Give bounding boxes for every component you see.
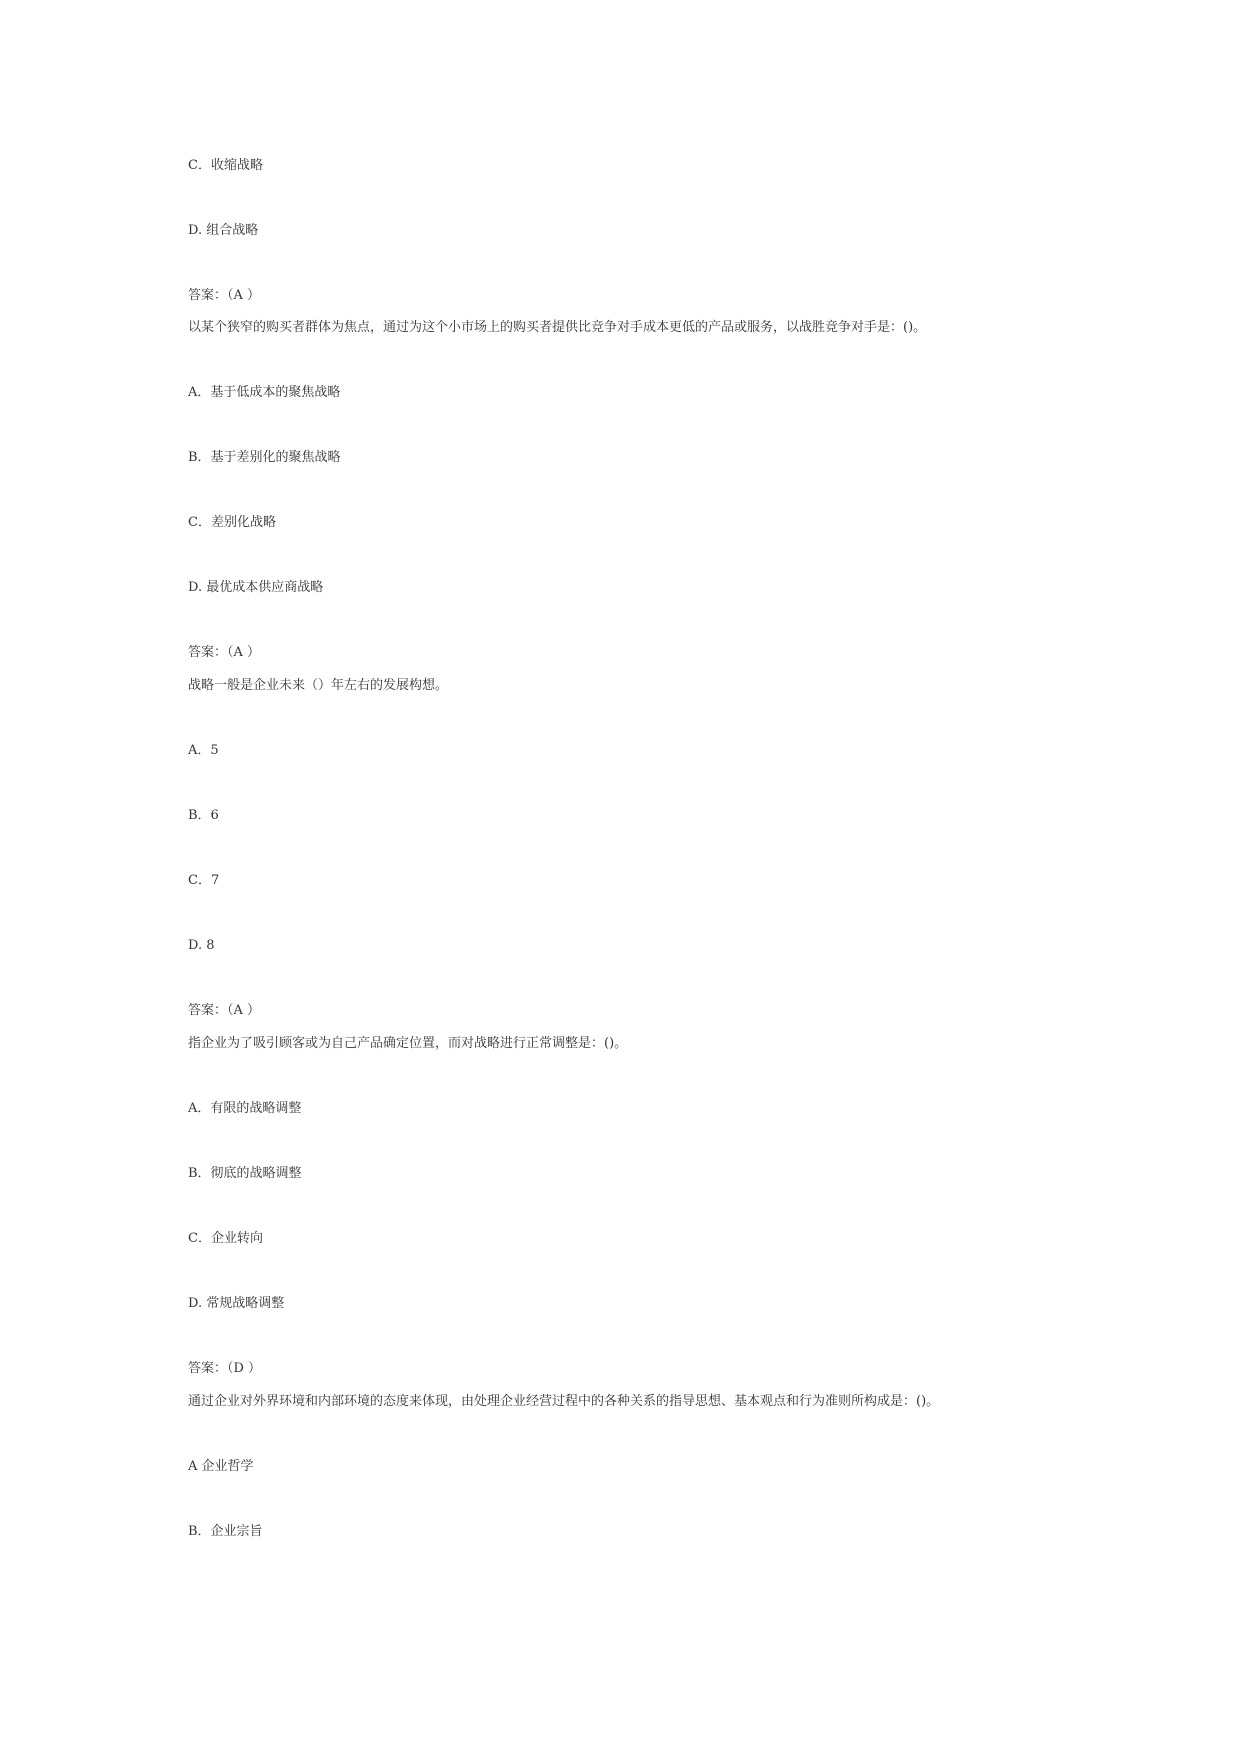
option-b: B．基于差别化的聚焦战略 bbox=[188, 450, 341, 465]
option-b: B．企业宗旨 bbox=[188, 1524, 263, 1539]
option-d: D. 8 bbox=[188, 938, 215, 953]
option-a: A 企业哲学 bbox=[188, 1459, 254, 1474]
answer-line: 答案：（A ） bbox=[188, 645, 261, 660]
option-d: D. 最优成本供应商战略 bbox=[188, 580, 324, 595]
option-c-contraction-strategy: C．收缩战略 bbox=[188, 158, 263, 173]
option-b: B．彻底的战略调整 bbox=[188, 1166, 302, 1181]
option-c: C．差别化战略 bbox=[188, 515, 276, 530]
option-d-combination-strategy: D. 组合战略 bbox=[188, 223, 259, 238]
question-text: 通过企业对外界环境和内部环境的态度来体现，由处理企业经营过程中的各种关系的指导思想、基本观点和行为准则所构成是：()。 bbox=[188, 1394, 940, 1409]
question-text: 指企业为了吸引顾客或为自己产品确定位置，而对战略进行正常调整是：()。 bbox=[188, 1036, 628, 1051]
option-a: A．有限的战略调整 bbox=[188, 1101, 302, 1116]
answer-line: 答案：（A ） bbox=[188, 288, 261, 303]
option-b: B．6 bbox=[188, 808, 219, 823]
option-a: A．5 bbox=[188, 743, 219, 758]
answer-line: 答案：（D ） bbox=[188, 1361, 262, 1376]
option-c: C．7 bbox=[188, 873, 220, 888]
question-text: 战略一般是企业未来（）年左右的发展构想。 bbox=[188, 678, 449, 693]
question-text: 以某个狭窄的购买者群体为焦点，通过为这个小市场上的购买者提供比竞争对手成本更低的产品或服务，以战胜竞争对手是：()。 bbox=[188, 320, 927, 335]
option-c: C．企业转向 bbox=[188, 1231, 263, 1246]
option-a: A．基于低成本的聚焦战略 bbox=[188, 385, 341, 400]
option-d: D. 常规战略调整 bbox=[188, 1296, 285, 1311]
answer-line: 答案：（A ） bbox=[188, 1003, 261, 1018]
